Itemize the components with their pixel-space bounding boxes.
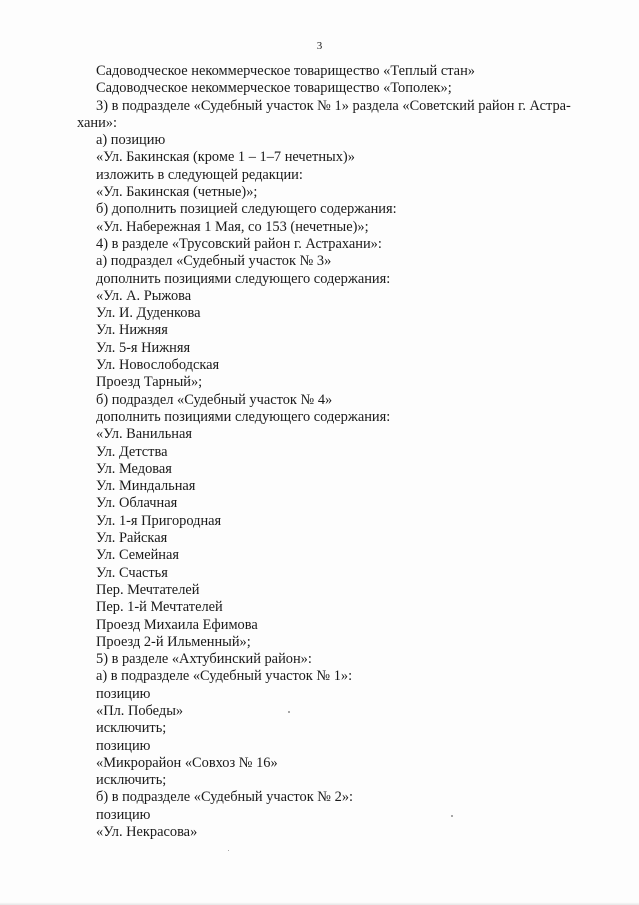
document-line: «Ул. Набережная 1 Мая, со 153 (нечетные)»; — [96, 218, 369, 235]
document-line: 5) в разделе «Ахтубинский район»: — [96, 651, 312, 668]
document-line: а) позицию — [96, 132, 166, 149]
document-line: б) в подразделе «Судебный участок № 2»: — [96, 789, 354, 806]
scan-speck — [451, 815, 453, 817]
document-line: Ул. Медовая — [96, 460, 172, 477]
document-line: Ул. 5-я Нижняя — [96, 339, 191, 356]
page-number: 3 — [316, 40, 323, 52]
scan-speck — [228, 850, 229, 851]
document-line: «Ул. Бакинская (кроме 1 – 1–7 нечетных)» — [96, 149, 355, 166]
document-line: позицию — [96, 685, 151, 702]
document-line: «Пл. Победы» — [96, 702, 184, 719]
document-line: Ул. Облачная — [96, 495, 178, 512]
document-line: Пер. 1-й Мечтателей — [96, 599, 223, 616]
document-line: Ул. Миндальная — [96, 478, 196, 495]
document-line: Ул. Новослободская — [96, 357, 220, 374]
document-line: исключить; — [96, 772, 167, 789]
document-line: а) в подразделе «Судебный участок № 1»: — [96, 668, 353, 685]
document-body — [77, 63, 612, 841]
document-line: дополнить позициями следующего содержания: — [96, 270, 391, 287]
document-line: «Ул. Бакинская (четные)»; — [96, 184, 258, 201]
document-line: Ул. Счастья — [96, 564, 168, 581]
document-line: Садоводческое некоммерческое товарищество «Теплый стан» — [96, 63, 475, 79]
document-line: позицию — [96, 737, 151, 754]
document-line: дополнить позициями следующего содержания: — [96, 408, 391, 425]
document-line: Ул. Детства — [96, 443, 168, 460]
document-line: исключить; — [96, 720, 167, 737]
document-line: Ул. Семейная — [96, 547, 180, 564]
document-line: б) дополнить позицией следующего содержания: — [96, 201, 397, 218]
document-line: «Ул. А. Рыжова — [96, 287, 192, 304]
document-line: «Ул. Некрасова» — [96, 824, 198, 841]
document-line: Проезд Михаила Ефимова — [96, 616, 258, 633]
document-line: 4) в разделе «Трусовский район г. Астрахани»: — [96, 235, 382, 252]
scan-speck — [288, 711, 290, 713]
document-line: Ул. Райская — [96, 530, 168, 547]
document-line: Ул. И. Дуденкова — [96, 305, 201, 322]
document-line: 3) в подразделе «Судебный участок № 1» раздела «Советский район г. Астра- — [96, 97, 571, 114]
document-line: Ул. 1-я Пригородная — [96, 512, 222, 529]
document-line: б) подраздел «Судебный участок № 4» — [96, 391, 333, 408]
document-line: «Ул. Ванильная — [96, 426, 192, 443]
document-line: Проезд Тарный»; — [96, 374, 203, 391]
document-line: Садоводческое некоммерческое товарищество «Тополек»; — [96, 80, 452, 97]
document-line: Проезд 2-й Ильменный»; — [96, 633, 251, 650]
document-line: хани»: — [77, 114, 117, 131]
document-line: Пер. Мечтателей — [96, 581, 200, 598]
document-line: позицию — [96, 806, 151, 823]
document-line: изложить в следующей редакции: — [96, 166, 303, 183]
document-line: а) подраздел «Судебный участок № 3» — [96, 253, 332, 270]
document-line: Ул. Нижняя — [96, 322, 168, 339]
document-line: «Микрорайон «Совхоз № 16» — [96, 754, 278, 771]
